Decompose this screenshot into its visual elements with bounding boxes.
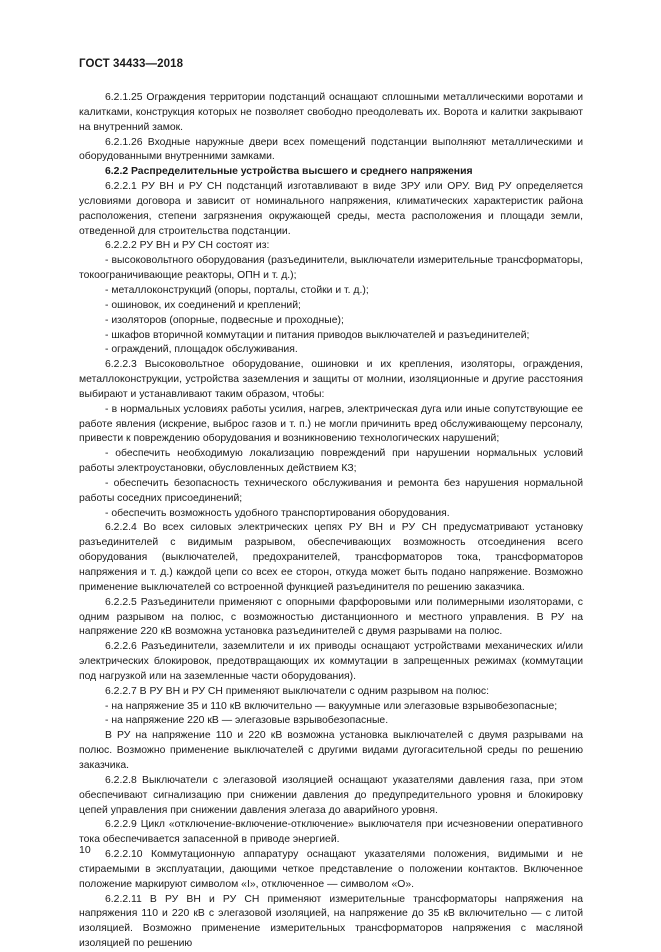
paragraph: 6.2.2.5 Разъединители применяют с опорными фарфоровыми или полимерными изоляторами, с одним разрывом на полюс, с возможностью дистанционного и местного управления. В РУ на напряжение 220 кВ возможна установка разъединителей с двумя разрывами на полюс. <box>79 596 583 638</box>
paragraph: 6.2.2.11 В РУ ВН и РУ СН применяют измерительные трансформаторы напряжения на напряжения 110 и 220 кВ с элегазовой изоляцией, на напряжение до 35 кВ включительно — с литой изоляцией. Возможно применение измерительных трансформаторов напряжения с масляной изоляцией по решению <box>79 893 583 950</box>
paragraph: - обеспечить безопасность технического обслуживания и ремонта без нарушения нормальной работы соседних присоединений; <box>79 477 583 504</box>
paragraph: - в нормальных условиях работы усилия, нагрев, электрическая дуга или иные сопутствующие ее работе явления (искрение, выброс газов и т. п.) не могли причинить вред обслуживающему персоналу, привести к повреждению оборудования и возникновению технологических нарушений; <box>79 403 583 445</box>
paragraph: - металлоконструкций (опоры, порталы, стойки и т. д.); <box>105 284 369 296</box>
paragraph: 6.2.2.2 РУ ВН и РУ СН состоят из: <box>105 240 270 252</box>
paragraph: 6.2.1.26 Входные наружные двери всех помещений подстанции выполняют металлическими и оборудованными внутренними замками. <box>79 136 583 163</box>
paragraph: - изоляторов (опорные, подвесные и проходные); <box>105 314 344 326</box>
paragraph: - шкафов вторичной коммутации и питания приводов выключателей и разъединителей; <box>105 329 530 341</box>
paragraph: - на напряжение 35 и 110 кВ включительно — вакуумные или элегазовые взрывобезопасные; <box>105 700 558 712</box>
paragraph: - ограждений, площадок обслуживания. <box>105 344 298 356</box>
paragraph: 6.2.2.3 Высоковольтное оборудование, ошиновки и их крепления, изоляторы, ограждения, металлоконструкции, устройства заземления и защиты от молнии, изоляционные и другие расстояния выбирают и устанавливают таким образом, чтобы: <box>79 359 583 400</box>
paragraph: - ошиновок, их соединений и креплений; <box>105 299 301 311</box>
paragraph: 6.2.2.1 РУ ВН и РУ СН подстанций изготавливают в виде ЗРУ или ОРУ. Вид РУ определяется условиями договора и зависит от номинального напряжения, климатических характеристик района расположения, степени загрязнения окружающей среды, места расположения и площади земли, отведенной для строительства подстанции. <box>79 181 583 237</box>
section-heading: 6.2.2 Распределительные устройства высшего и среднего напряжения <box>105 166 473 178</box>
paragraph: - на напряжение 220 кВ — элегазовые взрывобезопасные. <box>105 715 389 727</box>
page-number: 10 <box>79 844 91 856</box>
document-body <box>79 91 583 952</box>
paragraph: - обеспечить необходимую локализацию повреждений при нарушении нормальных условий работы электроустановки, обусловленных действием КЗ; <box>79 448 583 475</box>
paragraph: 6.2.1.25 Ограждения территории подстанций оснащают сплошными металлическими воротами и калитками, конструкция которых не позволяет свободно преодолевать их. Ворота и калитки закрывают на внутренний замок. <box>79 92 583 133</box>
document-header: ГОСТ 34433—2018 <box>79 58 184 70</box>
paragraph: 6.2.2.10 Коммутационную аппаратуру оснащают указателями положения, видимыми и не стираемыми в эксплуатации, дающими четкое представление о положении контактов. Включенное положение маркируют символом «I», отключенное — символом «О». <box>79 849 583 890</box>
paragraph: - обеспечить возможность удобного транспортирования оборудования. <box>105 507 450 519</box>
paragraph: - высоковольтного оборудования (разъединители, выключатели измерительные трансформаторы, токоограничивающие реакторы, ОПН и т. д.); <box>79 255 583 282</box>
paragraph: 6.2.2.4 Во всех силовых электрических цепях РУ ВН и РУ СН предусматривают установку разъединителей с видимым разрывом, обеспечивающих возможность отсоединения всего оборудования (выключателей, предохранителей, трансформаторов тока, трансформаторов напряжения и т. д.) каждой цепи со всех ее сторон, откуда может быть подано напряжение. Возможно применение выключателей со встроенной функцией разъединителя по решению заказчика. <box>79 522 583 593</box>
paragraph: 6.2.2.7 В РУ ВН и РУ СН применяют выключатели с одним разрывом на полюс: <box>105 685 489 697</box>
paragraph: 6.2.2.8 Выключатели с элегазовой изоляцией оснащают указателями давления газа, при этом обеспечивают сигнализацию при снижении давления до предупредительного уровня и блокировку цепей управления при снижении давления элегаза до аварийного уровня. <box>79 774 583 816</box>
paragraph: В РУ на напряжение 110 и 220 кВ возможна установка выключателей с двумя разрывами на полюс. Возможно применение выключателей с другими видами дугогасительной среды по решению заказчика. <box>79 730 583 771</box>
paragraph: 6.2.2.9 Цикл «отключение-включение-отключение» выключателя при исчезновении оперативного тока обеспечивается запасенной в приводе энергией. <box>79 819 583 846</box>
paragraph: 6.2.2.6 Разъединители, заземлители и их приводы оснащают устройствами механических и/или электрических блокировок, предотвращающих их коммутации в запрещенных режимах (коммутации под нагрузкой или на заземленные части оборудования). <box>79 641 583 682</box>
